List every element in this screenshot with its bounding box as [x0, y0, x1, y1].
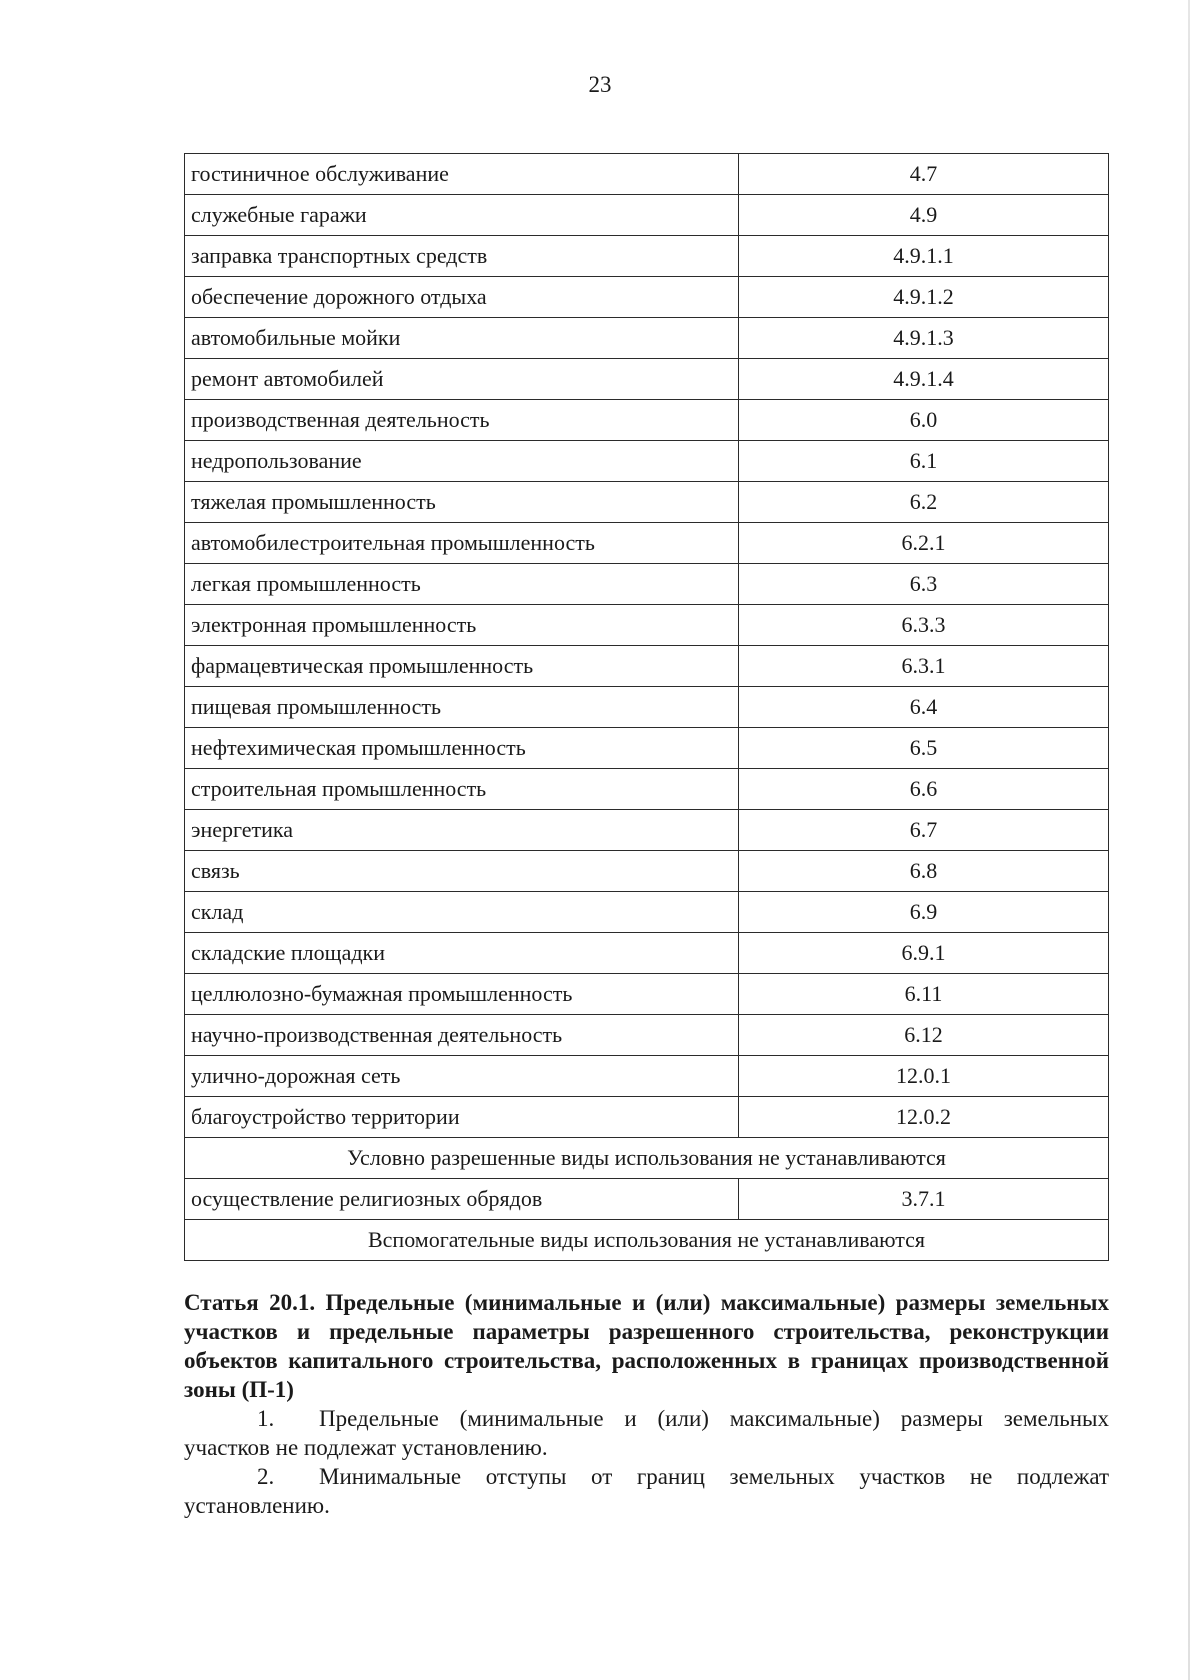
use-code-cell: 4.9.1.2: [739, 277, 1109, 318]
section-note-cell: Условно разрешенные виды использования не устанавливаются: [185, 1138, 1109, 1179]
table-row: [185, 441, 1109, 482]
article-item-text: Предельные (минимальные и (или) максимальные) размеры земельных участков не подлежат установлению.: [184, 1406, 1109, 1460]
use-name-cell: улично-дорожная сеть: [185, 1056, 739, 1097]
use-name-cell: недропользование: [185, 441, 739, 482]
article-item-number: 2.: [257, 1464, 275, 1489]
use-code-cell: 6.3: [739, 564, 1109, 605]
use-code-cell: 6.12: [739, 1015, 1109, 1056]
use-name-cell: склад: [185, 892, 739, 933]
use-code-cell: 6.2: [739, 482, 1109, 523]
article-title: Статья 20.1. Предельные (минимальные и (или) максимальные) размеры земельных участков и предельные параметры разрешенного строительства, реконструкции объектов капитального строительства, расположенных в границах производственной зоны (П-1): [184, 1290, 1109, 1402]
use-code-cell: 6.11: [739, 974, 1109, 1015]
use-code-cell: 6.9.1: [739, 933, 1109, 974]
table-row: [185, 769, 1109, 810]
use-name-cell: ремонт автомобилей: [185, 359, 739, 400]
use-name-cell: энергетика: [185, 810, 739, 851]
use-code-cell: 4.7: [739, 154, 1109, 195]
use-code-cell: 6.1: [739, 441, 1109, 482]
use-code-cell: 6.0: [739, 400, 1109, 441]
table-row: [185, 359, 1109, 400]
use-name-cell: фармацевтическая промышленность: [185, 646, 739, 687]
use-name-cell: строительная промышленность: [185, 769, 739, 810]
article-item-text: Минимальные отступы от границ земельных участков не подлежат установлению.: [184, 1464, 1109, 1518]
use-name-cell: обеспечение дорожного отдыха: [185, 277, 739, 318]
use-name-cell: благоустройство территории: [185, 1097, 739, 1138]
table-row: [185, 318, 1109, 359]
table-row: [185, 687, 1109, 728]
use-name-cell: тяжелая промышленность: [185, 482, 739, 523]
table-row: [185, 523, 1109, 564]
use-name-cell: автомобильные мойки: [185, 318, 739, 359]
use-code-cell: 4.9.1.3: [739, 318, 1109, 359]
use-name-cell: связь: [185, 851, 739, 892]
use-code-cell: 6.3.3: [739, 605, 1109, 646]
table-row: [185, 277, 1109, 318]
table-row: [185, 564, 1109, 605]
table-row: [185, 605, 1109, 646]
use-name-cell: производственная деятельность: [185, 400, 739, 441]
use-name-cell: пищевая промышленность: [185, 687, 739, 728]
use-code-cell: 6.2.1: [739, 523, 1109, 564]
table-row: [185, 1179, 1109, 1220]
use-code-cell: 3.7.1: [739, 1179, 1109, 1220]
use-code-cell: 6.9: [739, 892, 1109, 933]
use-code-cell: 6.4: [739, 687, 1109, 728]
use-code-cell: 6.6: [739, 769, 1109, 810]
table-row: [185, 154, 1109, 195]
table-row: [185, 195, 1109, 236]
section-note-cell: Вспомогательные виды использования не устанавливаются: [185, 1220, 1109, 1261]
table-row: [185, 810, 1109, 851]
use-code-cell: 6.8: [739, 851, 1109, 892]
use-name-cell: складские площадки: [185, 933, 739, 974]
table-row: [185, 933, 1109, 974]
use-code-cell: 12.0.1: [739, 1056, 1109, 1097]
use-code-cell: 4.9.1.4: [739, 359, 1109, 400]
table-row: [185, 646, 1109, 687]
table-row: [185, 728, 1109, 769]
land-use-table: [184, 153, 1109, 1261]
table-row: [185, 974, 1109, 1015]
article-section: [184, 1288, 1109, 1520]
use-name-cell: гостиничное обслуживание: [185, 154, 739, 195]
use-code-cell: 6.7: [739, 810, 1109, 851]
table-row: [185, 851, 1109, 892]
use-name-cell: электронная промышленность: [185, 605, 739, 646]
use-code-cell: 6.5: [739, 728, 1109, 769]
article-item: [184, 1404, 1109, 1462]
table-row: [185, 400, 1109, 441]
land-use-table-body: [185, 154, 1109, 1261]
page-number: 23: [588, 72, 612, 97]
scan-edge-line: [1188, 0, 1190, 1680]
use-code-cell: 6.3.1: [739, 646, 1109, 687]
table-row: [185, 1097, 1109, 1138]
use-name-cell: осуществление религиозных обрядов: [185, 1179, 739, 1220]
use-name-cell: автомобилестроительная промышленность: [185, 523, 739, 564]
table-row: [185, 482, 1109, 523]
table-row: [185, 236, 1109, 277]
table-row: [185, 892, 1109, 933]
use-name-cell: заправка транспортных средств: [185, 236, 739, 277]
table-section-row: [185, 1220, 1109, 1261]
use-name-cell: служебные гаражи: [185, 195, 739, 236]
use-code-cell: 12.0.2: [739, 1097, 1109, 1138]
use-code-cell: 4.9: [739, 195, 1109, 236]
use-name-cell: легкая промышленность: [185, 564, 739, 605]
article-item: [184, 1462, 1109, 1520]
use-name-cell: научно-производственная деятельность: [185, 1015, 739, 1056]
use-name-cell: нефтехимическая промышленность: [185, 728, 739, 769]
table-section-row: [185, 1138, 1109, 1179]
table-row: [185, 1056, 1109, 1097]
table-row: [185, 1015, 1109, 1056]
use-name-cell: целлюлозно-бумажная промышленность: [185, 974, 739, 1015]
article-item-number: 1.: [257, 1406, 275, 1431]
use-code-cell: 4.9.1.1: [739, 236, 1109, 277]
